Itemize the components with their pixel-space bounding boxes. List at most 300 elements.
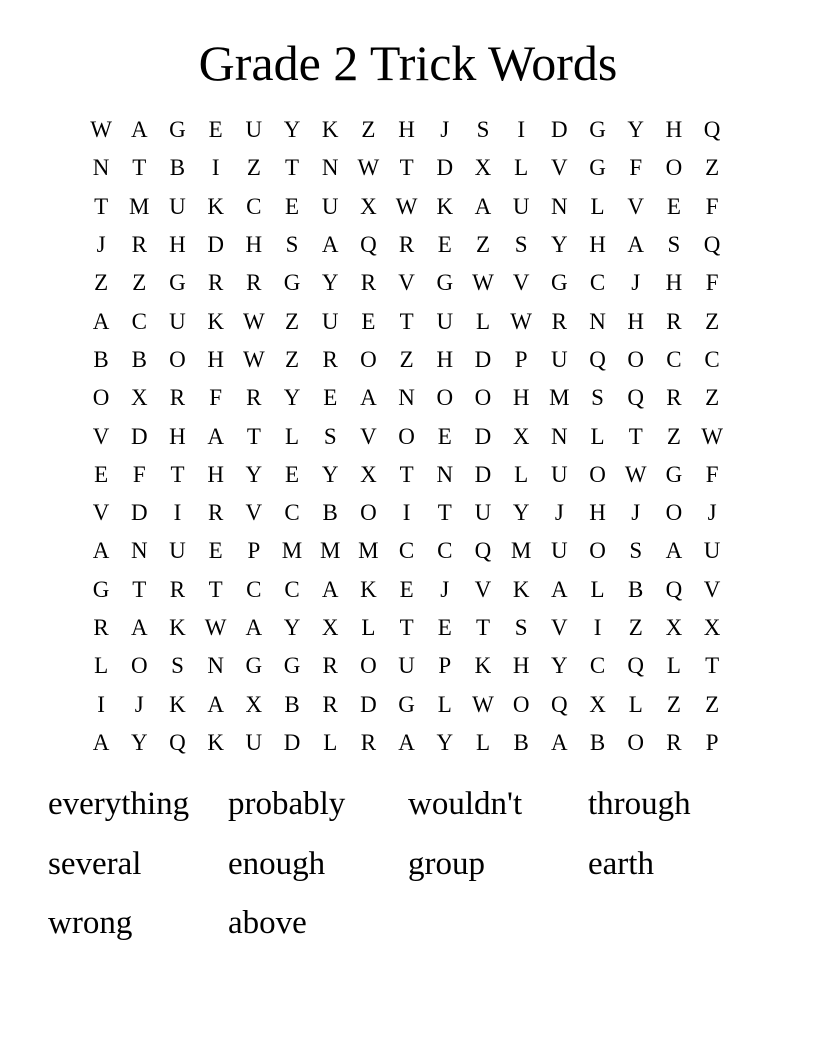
grid-letter: R — [666, 308, 682, 334]
grid-letter: S — [667, 232, 681, 258]
grid-letter: F — [629, 155, 643, 181]
grid-letter: L — [590, 576, 605, 602]
grid-letter: G — [551, 270, 568, 296]
grid-letter: E — [208, 117, 223, 143]
grid-row — [82, 724, 732, 762]
grid-letter: T — [132, 155, 147, 181]
word-list-item: above — [228, 905, 307, 941]
grid-letter: A — [130, 615, 148, 640]
grid-row — [82, 188, 732, 226]
grid-letter: S — [514, 615, 528, 640]
grid-letter: T — [94, 193, 109, 219]
grid-letter: X — [512, 423, 530, 449]
grid-letter: A — [398, 729, 415, 755]
grid-letter: U — [169, 193, 186, 219]
grid-letter: E — [437, 232, 452, 258]
grid-letter: O — [436, 385, 454, 411]
grid-letter: R — [666, 729, 682, 755]
grid-letter: J — [134, 691, 144, 717]
grid-letter: K — [512, 576, 530, 602]
grid-letter: L — [361, 615, 376, 640]
grid-letter: A — [321, 232, 339, 258]
grid-letter: S — [629, 538, 643, 564]
grid-letter: X — [360, 193, 377, 219]
word-list-item: everything — [48, 786, 190, 822]
grid-letter: R — [169, 385, 186, 411]
grid-letter: L — [590, 423, 605, 449]
word-list-item: through — [588, 786, 691, 822]
grid-letter: F — [705, 270, 719, 296]
grid-letter: H — [665, 117, 683, 143]
grid-letter: U — [321, 193, 339, 219]
grid-letter: Y — [321, 461, 339, 487]
grid-letter: V — [703, 576, 721, 602]
grid-letter: A — [665, 538, 683, 564]
grid-letter: U — [245, 117, 263, 143]
word-list — [48, 782, 768, 961]
grid-letter: G — [92, 576, 110, 602]
grid-letter: V — [474, 576, 492, 602]
grid-letter: E — [208, 538, 223, 564]
grid-letter: A — [321, 576, 339, 602]
grid-letter: N — [207, 653, 224, 679]
grid-letter: S — [285, 232, 299, 258]
grid-letter: C — [666, 346, 682, 372]
grid-letter: R — [322, 346, 338, 372]
grid-letter: R — [246, 270, 262, 296]
grid-letter: T — [475, 615, 490, 640]
grid-letter: W — [242, 346, 265, 372]
grid-letter: X — [589, 691, 606, 717]
grid-letter: O — [130, 653, 148, 679]
grid-letter: W — [472, 691, 494, 717]
grid-letter: Z — [285, 308, 300, 334]
grid-letter: W — [204, 615, 227, 640]
grid-letter: T — [399, 155, 414, 181]
grid-letter: I — [402, 500, 411, 526]
grid-letter: B — [513, 729, 529, 755]
grid-letter: Z — [475, 232, 490, 258]
grid-letter: E — [437, 615, 452, 640]
grid-letter: W — [357, 155, 380, 181]
grid-letter: D — [283, 729, 301, 755]
grid-letter: E — [94, 461, 109, 487]
grid-letter: K — [474, 653, 492, 679]
grid-letter: T — [399, 308, 414, 334]
grid-letter: R — [207, 270, 224, 296]
grid-letter: D — [474, 423, 492, 449]
grid-letter: V — [551, 615, 568, 640]
grid-letter: R — [207, 500, 224, 526]
grid-letter: C — [246, 193, 262, 219]
grid-letter: R — [398, 232, 415, 258]
grid-letter: J — [707, 500, 717, 526]
grid-letter: I — [593, 615, 602, 640]
grid-letter: A — [474, 193, 492, 219]
grid-letter: R — [360, 729, 377, 755]
grid-letter: S — [591, 385, 604, 411]
grid-letter: Y — [245, 461, 263, 487]
grid-letter: Z — [705, 308, 720, 334]
grid-letter: W — [242, 308, 265, 334]
grid-letter: R — [93, 615, 109, 640]
grid-letter: Y — [627, 117, 645, 143]
grid-letter: O — [627, 346, 645, 372]
grid-letter: I — [211, 155, 220, 181]
grid-letter: W — [510, 308, 533, 334]
grid-letter: B — [628, 576, 644, 602]
grid-letter: R — [169, 576, 186, 602]
grid-letter: M — [549, 385, 570, 411]
grid-letter: A — [130, 117, 148, 143]
grid-letter: I — [517, 117, 525, 143]
grid-letter: B — [589, 729, 606, 755]
grid-letter: L — [666, 653, 681, 679]
grid-letter: M — [281, 538, 303, 564]
grid-letter: M — [319, 538, 341, 564]
grid-row — [82, 264, 732, 302]
grid-letter: E — [323, 385, 338, 411]
grid-letter: A — [360, 385, 377, 411]
grid-letter: X — [474, 155, 492, 181]
grid-letter: E — [285, 193, 300, 219]
grid-letter: H — [589, 232, 606, 258]
grid-letter: H — [512, 653, 530, 679]
grid-letter: U — [245, 729, 263, 755]
grid-letter: I — [97, 691, 105, 717]
grid-letter: O — [589, 538, 606, 564]
grid-letter: C — [398, 538, 415, 564]
grid-letter: P — [247, 538, 261, 564]
grid-letter: Z — [132, 270, 147, 296]
grid-letter: E — [437, 423, 452, 449]
grid-letter: A — [627, 232, 645, 258]
grid-letter: J — [440, 117, 450, 143]
grid-letter: Y — [551, 232, 568, 258]
grid-letter: S — [171, 653, 184, 679]
grid-letter: C — [131, 308, 147, 334]
grid-letter: B — [131, 346, 147, 372]
grid-letter: Z — [285, 346, 300, 372]
grid-letter: C — [284, 576, 300, 602]
grid-letter: G — [589, 117, 606, 143]
grid-letter: D — [130, 500, 148, 526]
grid-letter: A — [92, 538, 110, 564]
grid-letter: L — [475, 308, 490, 334]
grid-letter: O — [92, 385, 110, 411]
grid-letter: U — [474, 500, 492, 526]
grid-letter: Z — [246, 155, 261, 181]
grid-letter: J — [554, 500, 564, 526]
grid-letter: D — [130, 423, 148, 449]
grid-row — [82, 379, 732, 417]
grid-letter: W — [624, 461, 647, 487]
grid-letter: X — [665, 615, 683, 640]
grid-letter: V — [245, 500, 263, 526]
grid-letter: H — [589, 500, 606, 526]
grid-letter: N — [321, 155, 339, 181]
page-title: Grade 2 Trick Words — [198, 35, 618, 91]
grid-letter: G — [436, 270, 454, 296]
word-list-item: wouldn't — [408, 786, 523, 822]
grid-row — [82, 571, 732, 609]
grid-letter: S — [323, 423, 337, 449]
grid-letter: K — [321, 117, 339, 143]
grid-letter: H — [207, 461, 224, 487]
grid-letter: Q — [360, 232, 377, 258]
grid-letter: S — [476, 117, 490, 143]
grid-letter: C — [284, 500, 300, 526]
grid-letter: X — [321, 615, 339, 640]
grid-row — [82, 341, 732, 379]
grid-letter: A — [245, 615, 263, 640]
grid-letter: D — [474, 346, 492, 372]
word-list-item: enough — [228, 845, 326, 882]
grid-letter: U — [436, 308, 454, 334]
grid-letter: Y — [130, 729, 148, 755]
grid-letter: Q — [665, 576, 683, 602]
grid-letter: O — [512, 691, 530, 717]
grid-letter: U — [703, 538, 721, 564]
word-list-item: earth — [588, 845, 654, 882]
grid-letter: G — [283, 653, 301, 679]
grid-letter: E — [361, 308, 376, 334]
grid-row — [82, 417, 732, 455]
grid-letter: H — [627, 308, 645, 334]
grid-letter: Q — [703, 117, 721, 143]
grid-letter: T — [399, 461, 414, 487]
grid-letter: B — [93, 346, 109, 372]
grid-letter: H — [245, 232, 263, 258]
grid-row — [82, 609, 732, 647]
grid-letter: O — [589, 461, 606, 487]
grid-letter: R — [246, 385, 262, 411]
grid-letter: D — [207, 232, 224, 258]
grid-letter: U — [169, 538, 186, 564]
grid-letter: B — [322, 500, 338, 526]
grid-letter: U — [398, 653, 415, 679]
grid-letter: X — [360, 461, 377, 487]
grid-letter: C — [437, 538, 453, 564]
grid-letter: C — [246, 576, 262, 602]
grid-letter: X — [703, 615, 721, 640]
grid-letter: V — [627, 193, 645, 219]
grid-letter: H — [398, 117, 415, 143]
grid-letter: Z — [361, 117, 376, 143]
grid-letter: Q — [474, 538, 492, 564]
grid-letter: T — [285, 155, 300, 181]
grid-letter: N — [398, 385, 415, 411]
grid-letter: U — [551, 538, 568, 564]
grid-letter: V — [512, 270, 530, 296]
grid-letter: T — [208, 576, 223, 602]
grid-letter: P — [705, 729, 719, 755]
grid-letter: T — [132, 576, 147, 602]
grid-letter: A — [92, 308, 110, 334]
grid-row — [82, 532, 732, 570]
grid-letter: Z — [666, 423, 681, 449]
grid-letter: R — [322, 691, 338, 717]
grid-letter: O — [360, 500, 377, 526]
grid-letter: G — [283, 270, 301, 296]
grid-letter: Z — [705, 155, 720, 181]
grid-letter: O — [474, 385, 492, 411]
grid-letter: T — [170, 461, 185, 487]
grid-letter: K — [169, 691, 186, 717]
grid-row — [82, 685, 732, 723]
word-list-item: several — [48, 845, 142, 882]
grid-letter: Z — [705, 385, 720, 411]
grid-letter: S — [514, 232, 528, 258]
grid-letter: R — [360, 270, 377, 296]
grid-letter: Q — [551, 691, 568, 717]
grid-letter: L — [590, 193, 605, 219]
grid-letter: O — [360, 653, 377, 679]
grid-letter: O — [360, 346, 377, 372]
grid-letter: K — [207, 308, 224, 334]
grid-letter: R — [551, 308, 568, 334]
grid-letter: Y — [283, 615, 301, 640]
grid-letter: G — [169, 270, 186, 296]
grid-letter: Y — [551, 653, 568, 679]
grid-letter: Q — [169, 729, 186, 755]
word-list-item: wrong — [48, 905, 133, 941]
grid-letter: Z — [666, 691, 681, 717]
grid-letter: U — [169, 308, 186, 334]
grid-letter: M — [510, 538, 532, 564]
grid-letter: L — [285, 423, 300, 449]
grid-letter: Y — [321, 270, 339, 296]
grid-letter: W — [701, 423, 723, 449]
grid-letter: E — [399, 576, 414, 602]
grid-letter: H — [512, 385, 530, 411]
grid-letter: G — [665, 461, 683, 487]
grid-letter: N — [92, 155, 110, 181]
grid-letter: Q — [627, 653, 645, 679]
grid-letter: A — [551, 729, 568, 755]
word-list-item: group — [408, 845, 485, 882]
grid-letter: O — [665, 155, 683, 181]
grid-letter: K — [207, 193, 224, 219]
grid-letter: B — [169, 155, 186, 181]
grid-letter: G — [169, 117, 186, 143]
grid-letter: K — [169, 615, 186, 640]
grid-letter: Y — [512, 500, 530, 526]
grid-letter: L — [323, 729, 338, 755]
grid-row — [82, 111, 732, 149]
grid-letter: Y — [283, 117, 301, 143]
grid-letter: M — [129, 193, 150, 219]
grid-letter: W — [472, 270, 494, 296]
grid-letter: K — [436, 193, 454, 219]
grid-letter: O — [169, 346, 186, 372]
grid-letter: R — [131, 232, 147, 258]
grid-letter: M — [358, 538, 379, 564]
grid-letter: R — [666, 385, 682, 411]
grid-letter: Z — [94, 270, 109, 296]
grid-letter: C — [589, 270, 606, 296]
grid-letter: Q — [703, 232, 721, 258]
grid-letter: V — [398, 270, 415, 296]
grid-letter: K — [207, 729, 224, 755]
grid-letter: D — [360, 691, 377, 717]
grid-letter: O — [665, 500, 683, 526]
grid-letter: J — [440, 576, 450, 602]
grid-letter: H — [436, 346, 454, 372]
grid-letter: L — [514, 155, 529, 181]
grid-row — [82, 226, 732, 264]
grid-letter: J — [631, 500, 641, 526]
grid-letter: O — [627, 729, 645, 755]
grid-letter: Z — [399, 346, 414, 372]
grid-letter: J — [96, 232, 106, 258]
grid-row — [82, 456, 732, 494]
grid-letter: L — [514, 461, 529, 487]
grid-letter: J — [631, 270, 641, 296]
grid-letter: P — [438, 653, 452, 679]
grid-letter: T — [437, 500, 452, 526]
grid-row — [82, 302, 732, 340]
grid-letter: T — [705, 653, 720, 679]
grid-letter: G — [245, 653, 263, 679]
grid-letter: A — [207, 691, 224, 717]
grid-letter: Y — [436, 729, 454, 755]
grid-letter: C — [589, 653, 606, 679]
grid-letter: H — [207, 346, 224, 372]
grid-letter: F — [705, 461, 719, 487]
grid-letter: F — [705, 193, 719, 219]
grid-letter: U — [321, 308, 339, 334]
grid-letter: Y — [283, 385, 301, 411]
grid-letter: D — [436, 155, 454, 181]
grid-letter: F — [132, 461, 146, 487]
grid-letter: T — [628, 423, 643, 449]
grid-letter: P — [514, 346, 528, 372]
grid-letter: T — [246, 423, 261, 449]
grid-letter: U — [512, 193, 530, 219]
grid-letter: N — [551, 193, 568, 219]
grid-letter: H — [169, 232, 186, 258]
grid-letter: A — [92, 729, 110, 755]
grid-letter: H — [665, 270, 683, 296]
grid-letter: V — [360, 423, 377, 449]
grid-letter: X — [130, 385, 148, 411]
grid-row — [82, 494, 732, 532]
grid-letter: W — [395, 193, 418, 219]
grid-row — [82, 647, 732, 685]
grid-letter: Q — [589, 346, 606, 372]
grid-letter: X — [245, 691, 263, 717]
grid-letter: E — [285, 461, 300, 487]
word-search-grid — [82, 111, 732, 762]
grid-letter: N — [589, 308, 606, 334]
grid-letter: G — [398, 691, 415, 717]
grid-letter: R — [322, 653, 338, 679]
grid-letter: Z — [628, 615, 643, 640]
grid-letter: T — [399, 615, 414, 640]
grid-letter: F — [209, 385, 223, 411]
grid-letter: N — [551, 423, 568, 449]
grid-letter: L — [628, 691, 643, 717]
word-list-item: probably — [228, 786, 346, 822]
grid-letter: G — [589, 155, 606, 181]
grid-letter: V — [551, 155, 568, 181]
grid-letter: L — [475, 729, 490, 755]
grid-letter: C — [704, 346, 720, 372]
grid-letter: L — [94, 653, 109, 679]
grid-letter: Q — [627, 385, 645, 411]
grid-letter: Z — [705, 691, 720, 717]
